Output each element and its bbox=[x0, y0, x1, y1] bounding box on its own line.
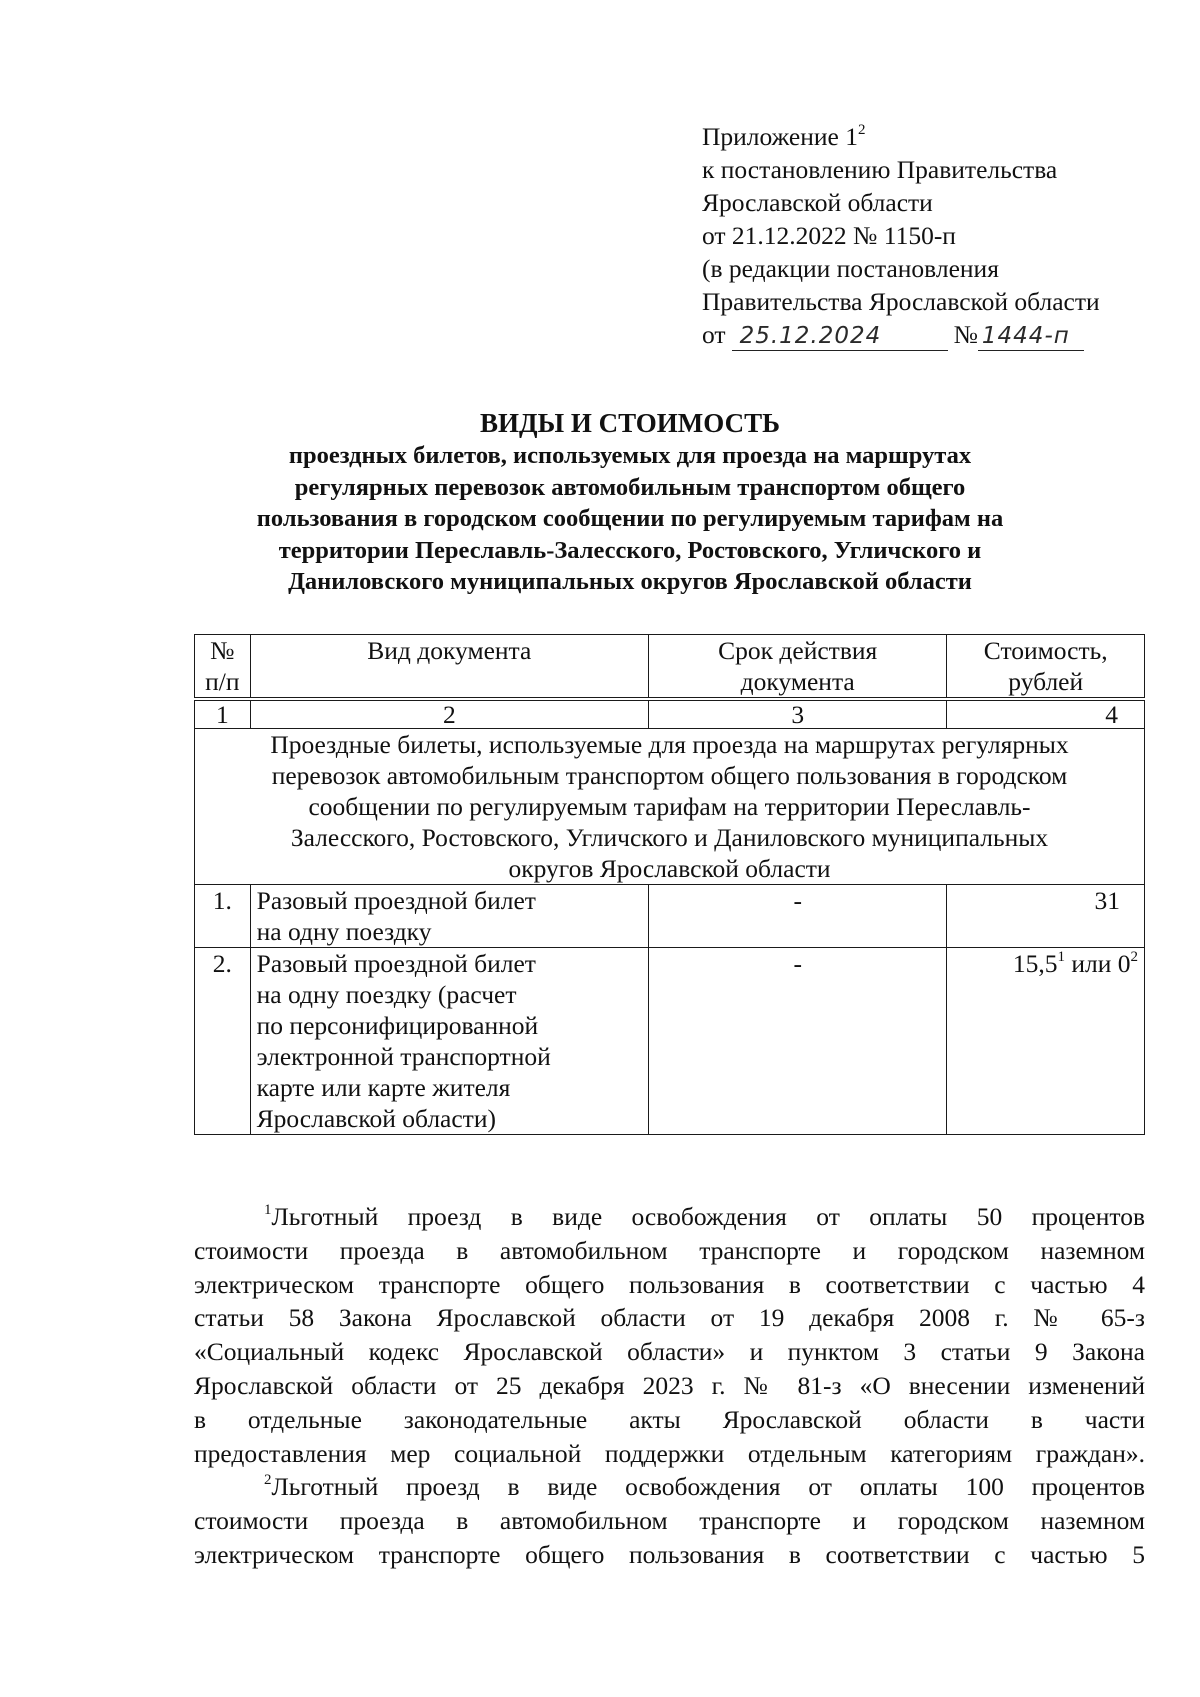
footnote-line: предоставления мер социальной поддержки отдельным категориям граждан». bbox=[194, 1438, 1145, 1468]
row-price: 15,5$^1$ или $0^2$ bbox=[947, 948, 1145, 1135]
appendix-line-4: от 21.12.2022 № 1150-п bbox=[702, 221, 956, 250]
appendix-label-line bbox=[702, 120, 1172, 153]
appendix-line-6: Правительства Ярославской области bbox=[702, 287, 1100, 316]
column-number: 2 bbox=[250, 699, 648, 729]
footnote-2-mark: 2 bbox=[264, 1472, 272, 1489]
title-subtitle bbox=[150, 440, 1110, 598]
column-number: 4 bbox=[947, 699, 1145, 729]
footnote-line: электрическом транспорте общего пользования в соответствии с частью 4 bbox=[194, 1269, 1145, 1299]
signature-line bbox=[702, 318, 1172, 351]
title-main: ВИДЫ И СТОИМОСТЬ bbox=[480, 408, 780, 438]
appendix-header bbox=[702, 120, 1172, 351]
header-document-type: Вид документа bbox=[250, 635, 648, 700]
tariff-table bbox=[194, 634, 1145, 1135]
appendix-line-3: Ярославской области bbox=[702, 188, 933, 217]
appendix-line-2: к постановлению Правительства bbox=[702, 155, 1058, 184]
table-header-row bbox=[195, 635, 1145, 700]
title-sub-line: пользования в городском сообщении по регулируемым тарифам на bbox=[256, 505, 1004, 532]
footnote-1 bbox=[194, 1200, 1145, 1470]
column-number: 1 bbox=[195, 699, 251, 729]
row-price: 31 bbox=[947, 885, 1145, 948]
footnote-line: Ярославской области от 25 декабря 2023 г. № 81-з «О внесении изменений bbox=[194, 1370, 1145, 1400]
title-sub-line: территории Переславль-Залесского, Ростовского, Угличского и bbox=[278, 536, 982, 564]
column-number-row bbox=[195, 699, 1145, 729]
row-validity: - bbox=[648, 948, 946, 1135]
footnote-line: «Социальный кодекс Ярославской области» и пунктом 3 статьи 9 Закона bbox=[194, 1337, 1145, 1367]
row-document-type: Разовый проездной билет на одну поездку bbox=[250, 885, 648, 948]
title-sub-line: Даниловского муниципальных округов Ярославской области bbox=[288, 568, 972, 595]
header-validity: Срок действия документа bbox=[648, 635, 946, 700]
title-sub-line: регулярных перевозок автомобильным транспортом общего bbox=[294, 473, 966, 501]
table-row bbox=[195, 885, 1145, 948]
footnote-line: стоимости проезда в автомобильном транспорте и городском наземном bbox=[194, 1235, 1145, 1265]
header-price: Стоимость, рублей bbox=[947, 635, 1145, 700]
footnote-line: стоимости проезда в автомобильном транспорте и городском наземном bbox=[194, 1506, 1145, 1536]
footnote-line: статьи 58 Закона Ярославской области от 19 декабря 2008 г. № 65-з bbox=[194, 1303, 1145, 1333]
footnote-1-mark: 1 bbox=[264, 1202, 272, 1218]
document-title bbox=[150, 406, 1110, 598]
footnotes bbox=[194, 1200, 1145, 1572]
footnote-line: в отдельные законодательные акты Ярославской области в части bbox=[194, 1404, 1145, 1434]
footnote-line: электрическом транспорте общего пользования в соответствии с частью 5 bbox=[194, 1539, 1145, 1569]
table-row bbox=[195, 948, 1145, 1135]
footnote-line: $^1$Льготный проезд в виде освобождения от оплаты 50 процентов bbox=[264, 1202, 1145, 1231]
handwritten-date: 25.12.2024 bbox=[732, 322, 948, 351]
sign-number-label: № bbox=[953, 320, 978, 349]
row-number: 1. bbox=[195, 885, 251, 948]
sign-prefix: от bbox=[702, 320, 726, 349]
section-header-row bbox=[195, 729, 1145, 885]
handwritten-number: 1444-п bbox=[978, 322, 1084, 351]
section-title: Проездные билеты, используемые для проезда на маршрутах регулярных перевозок автомобильным транспортом общего пользования в городском сообщении по регулируемым тарифам на территории Переславль- Залесского, Ростовского, Угличского и Даниловского муниципальных округов Ярославской области bbox=[195, 729, 1145, 885]
row-document-type: Разовый проездной билет на одну поездку (расчет по персонифицированной электронной транспортной карте или карте жителя Ярославской области) bbox=[250, 948, 648, 1135]
column-number: 3 bbox=[648, 699, 946, 729]
appendix-label: Приложение 1 bbox=[702, 122, 858, 151]
appendix-label-superscript: 2 bbox=[858, 122, 866, 138]
footnote-2 bbox=[194, 1470, 1145, 1571]
footnote-line: $^2$Льготный проезд в виде освобождения от оплаты 100 процентов bbox=[264, 1472, 1145, 1502]
row-validity: - bbox=[648, 885, 946, 948]
row-number: 2. bbox=[195, 948, 251, 1135]
title-sub-line: проездных билетов, используемых для проезда на маршрутах bbox=[288, 442, 972, 469]
appendix-line-5: (в редакции постановления bbox=[702, 254, 999, 283]
header-number: № п/п bbox=[195, 635, 251, 700]
